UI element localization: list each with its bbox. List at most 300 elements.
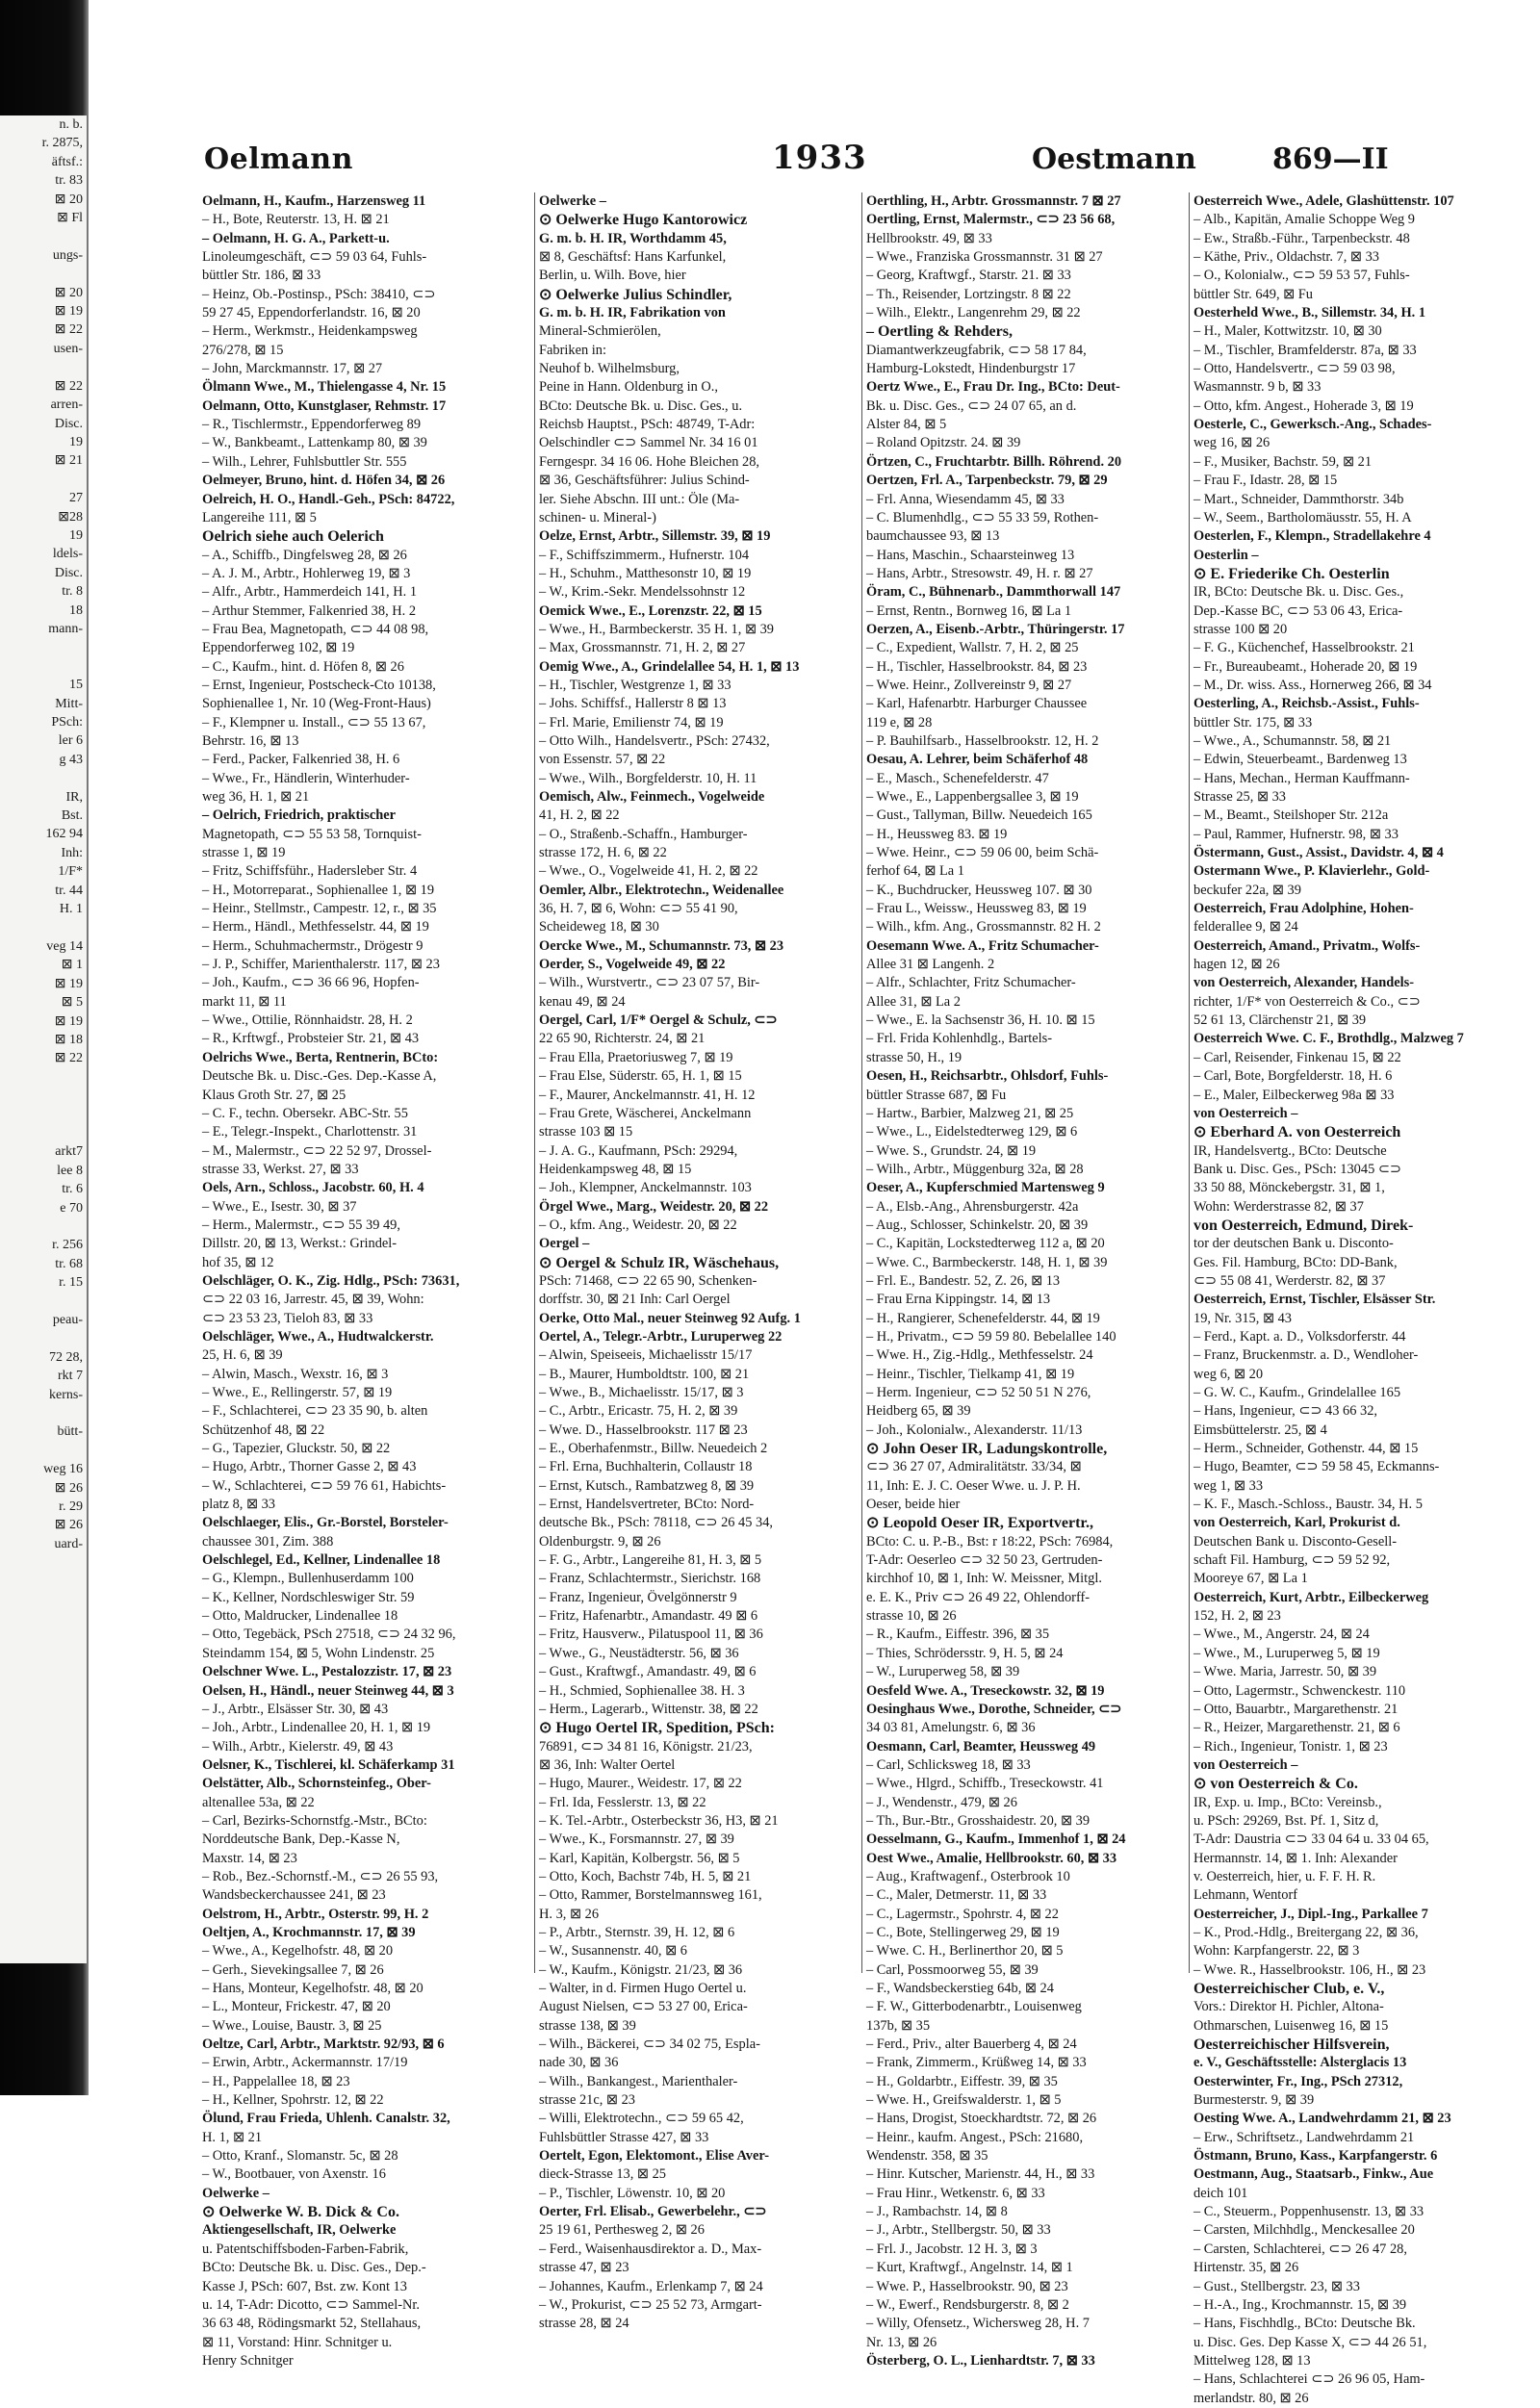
directory-entry: hof 35, ⊠ 12 (202, 1254, 274, 1270)
directory-entry: – W., Ewerf., Rendsburgerstr. 8, ⊠ 2 (866, 2296, 1069, 2313)
directory-entry: Lehmann, Wentorf (1194, 1887, 1298, 1904)
directory-entry: ⊙ Oelwerke Hugo Kantorowicz (539, 212, 748, 229)
directory-entry: – Wwe. Heinr., Zollvereinstr 9, ⊠ 27 (866, 677, 1072, 693)
directory-entry: – Hinr. Kutscher, Marienstr. 44, H., ⊠ 33 (866, 2166, 1095, 2183)
directory-entry: – K. F., Masch.-Schloss., Baustr. 34, H. 5 (1194, 1497, 1423, 1513)
bleed-line: ⊠ 18 (54, 1032, 83, 1047)
directory-entry: Oldenburgstr. 9, ⊠ 26 (539, 1533, 661, 1550)
directory-entry: Oest Wwe., Amalie, Hellbrookstr. 60, ⊠ 33 (866, 1850, 1117, 1866)
directory-entry: Oesterwinter, Fr., Ing., PSch 27312, (1194, 2073, 1403, 2089)
directory-entry: Peine in Hann. Oldenburg in O., (539, 379, 718, 396)
directory-entry: – C., Expedient, Wallstr. 7, H. 2, ⊠ 25 (866, 640, 1079, 656)
directory-entry: Behrstr. 16, ⊠ 13 (202, 732, 299, 749)
directory-entry: v. Oesterreich, hier, u. F. F. H. R. (1194, 1868, 1376, 1884)
directory-entry: Alster 84, ⊠ 5 (866, 417, 947, 433)
directory-entry: – C., Lagermstr., Spohrstr. 4, ⊠ 22 (866, 1906, 1059, 1922)
bleed-line: ungs- (52, 247, 83, 263)
directory-entry: – Wilh., Elektr., Langenrehm 29, ⊠ 22 (866, 305, 1081, 321)
directory-entry: Oertling, Ernst, Malermstr., ⊂⊃ 23 56 68, (866, 212, 1116, 228)
directory-entry: – Oertling & Rehders, (866, 323, 1013, 341)
bleed-line (0, 471, 87, 489)
bleed-line: IR, (65, 789, 83, 805)
bleed-line: uard- (54, 1536, 83, 1551)
column-4 (1194, 192, 1503, 2406)
directory-entry: u. PSch: 29269, Bst. Pf. 1, Sitz d, (1194, 1812, 1379, 1829)
directory-entry: – Otto, Tegebäck, PSch 27518, ⊂⊃ 24 32 96, (202, 1627, 456, 1643)
directory-entry: – Roland Opitzstr. 24. ⊠ 39 (866, 435, 1021, 451)
directory-entry: T-Adr: Oeserleo ⊂⊃ 32 50 23, Gertruden- (866, 1552, 1103, 1569)
bleed-line (0, 1068, 87, 1087)
directory-entry: – R., Krftwgf., Probsteier Str. 21, ⊠ 43 (202, 1031, 420, 1047)
directory-entry: ⊙ Oelwerke Julius Schindler, (539, 286, 732, 303)
directory-entry: – Franz, Schlachtermstr., Sierichstr. 168 (539, 1571, 761, 1587)
directory-entry: – H., Pappelallee 18, ⊠ 23 (202, 2073, 350, 2089)
directory-entry: – E., Masch., Schenefelderstr. 47 (866, 770, 1049, 786)
directory-entry: – Frl. Marie, Emilienstr 74, ⊠ 19 (539, 714, 724, 730)
directory-entry: – Herm., Werkmstr., Heidenkampsweg (202, 323, 418, 340)
directory-entry: Allee 31 ⊠ Langenh. 2 (866, 957, 995, 973)
bleed-line: ⊠ 21 (54, 453, 83, 469)
directory-entry: ⊂⊃ 23 53 23, Tieloh 83, ⊠ 33 (202, 1310, 373, 1326)
directory-entry: BCto: Deutsche Bk. u. Disc. Ges., Dep.- (202, 2260, 426, 2276)
directory-entry: – Joh., Kaufm., ⊂⊃ 36 66 96, Hopfen- (202, 975, 420, 991)
directory-entry: – Wwe., Fr., Händlerin, Winterhuder- (202, 770, 410, 786)
directory-entry: 34 03 81, Amelungstr. 6, ⊠ 36 (866, 1720, 1036, 1736)
directory-entry: Fabriken in: (539, 342, 606, 358)
directory-entry: – Wilh., Lehrer, Fuhlsbuttler Str. 555 (202, 453, 407, 470)
directory-entry: deich 101 (1194, 2185, 1248, 2201)
directory-entry: 11, Inh: E. J. C. Oeser Wwe. u. J. P. H. (866, 1477, 1081, 1494)
directory-entry: Oeser, A., Kupferschmied Martensweg 9 (866, 1180, 1105, 1196)
page-number: 869—II (1272, 142, 1389, 176)
bleed-line: 72 28, (49, 1349, 83, 1365)
directory-entry: ⊠ 36, Inh: Walter Oertel (539, 1756, 676, 1773)
directory-entry: – Johs. Schiffsf., Hallerstr 8 ⊠ 13 (539, 696, 727, 712)
bleed-line: bütt- (57, 1424, 83, 1440)
directory-entry: weg 1, ⊠ 33 (1194, 1477, 1264, 1494)
directory-entry: Oergel, Carl, 1/F* Oergel & Schulz, ⊂⊃ (539, 1012, 778, 1029)
bleed-line: r. 2875, (41, 136, 83, 151)
directory-entry: – Erwin, Arbtr., Ackermannstr. 17/19 (202, 2055, 408, 2071)
directory-entry: – Oelmann, H. G. A., Parkett-u. (202, 230, 390, 246)
directory-entry: Magnetopath, ⊂⊃ 55 53 58, Tornquist- (202, 826, 422, 842)
directory-entry: BCto: Deutsche Bk. u. Disc. Ges., u. (539, 397, 743, 414)
directory-entry: – Frau L., Weissw., Heussweg 83, ⊠ 19 (866, 901, 1087, 917)
directory-entry: Örgel Wwe., Marg., Weidestr. 20, ⊠ 22 (539, 1198, 769, 1215)
directory-entry: – Aug., Schlosser, Schinkelstr. 20, ⊠ 39 (866, 1217, 1089, 1233)
bleed-line: ⊠ 20 (54, 192, 83, 207)
directory-entry: – Wwe., Ottilie, Rönnhaidstr. 28, H. 2 (202, 1012, 413, 1029)
directory-entry: Oestmann, Aug., Staatsarb., Finkw., Aue (1194, 2166, 1434, 2183)
directory-entry: Oeltze, Carl, Arbtr., Marktstr. 92/93, ⊠ 6 (202, 2037, 445, 2053)
directory-columns (202, 192, 1464, 2406)
directory-entry: – Ernst, Ingenieur, Postscheck-Cto 10138, (202, 677, 436, 693)
directory-entry: – Wwe., G., Neustädterstr. 56, ⊠ 36 (539, 1645, 739, 1661)
directory-entry: ⊙ Oelwerke W. B. Dick & Co. (202, 2204, 399, 2221)
directory-entry: – Wwe. H., Zig.-Hdlg., Methfesselstr. 24 (866, 1347, 1093, 1364)
directory-entry: schinen- u. Mineral-) (539, 509, 656, 525)
directory-entry: Oeser, beide hier (866, 1497, 961, 1513)
bleed-line (0, 265, 87, 283)
directory-entry: – Wwe., A., Schumannstr. 58, ⊠ 21 (1194, 732, 1392, 749)
directory-entry: markt 11, ⊠ 11 (202, 993, 287, 1010)
directory-entry: – O., Straßenb.-Schaffn., Hamburger- (539, 826, 748, 842)
directory-entry: – C., Kapitän, Lockstedterweg 112 a, ⊠ 20 (866, 1236, 1105, 1252)
directory-entry: – Frau Erna Kippingstr. 14, ⊠ 13 (866, 1292, 1051, 1308)
directory-entry: büttler Str. 186, ⊠ 33 (202, 268, 321, 284)
directory-entry: ⊠ 8, Geschäftsf: Hans Karfunkel, (539, 249, 727, 266)
directory-entry: – W., Susannenstr. 40, ⊠ 6 (539, 1943, 687, 1960)
column-divider (534, 192, 535, 1973)
directory-entry: – R., Kaufm., Eiffestr. 396, ⊠ 35 (866, 1627, 1050, 1643)
directory-entry: – Wwe. C., Barmbeckerstr. 148, H. 1, ⊠ 39 (866, 1254, 1108, 1270)
directory-entry: – Hans, Arbtr., Stresowstr. 49, H. r. ⊠ 27 (866, 565, 1093, 581)
directory-entry: – Herm., Malermstr., ⊂⊃ 55 39 49, (202, 1217, 400, 1233)
directory-entry: – Karl, Hafenarbtr. Harburger Chaussee (866, 696, 1088, 712)
bleed-line: ⊠ Fl (57, 211, 83, 226)
directory-entry: Oergel – (539, 1236, 590, 1252)
directory-entry: – Wwe., A., Kegelhofstr. 48, ⊠ 20 (202, 1943, 394, 1960)
directory-entry: von Oesterreich – (1194, 1756, 1298, 1773)
directory-entry: – Franz, Ingenieur, Övelgönnerstr 9 (539, 1589, 737, 1605)
directory-entry: – Johannes, Kaufm., Erlenkamp 7, ⊠ 24 (539, 2278, 763, 2294)
bleed-line: 19 (69, 527, 83, 543)
directory-entry: – H.-A., Ing., Krochmannstr. 15, ⊠ 39 (1194, 2296, 1407, 2313)
directory-entry: – Wwe., E. la Sachsenstr 36, H. 10. ⊠ 15 (866, 1012, 1095, 1029)
directory-entry: Aktiengesellschaft, IR, Oelwerke (202, 2222, 397, 2239)
directory-entry: – Fritz, Hafenarbtr., Amandastr. 49 ⊠ 6 (539, 1608, 758, 1625)
directory-entry: Oesen, H., Reichsarbtr., Ohlsdorf, Fuhls- (866, 1068, 1109, 1085)
directory-entry: – W., Kaufm., Königstr. 21/23, ⊠ 36 (539, 1961, 743, 1978)
directory-entry: – Wwe., O., Vogelweide 41, H. 2, ⊠ 22 (539, 863, 758, 880)
directory-entry: G. m. b. H. IR, Worthdamm 45, (539, 230, 727, 246)
directory-entry: – J., Arbtr., Stellbergstr. 50, ⊠ 33 (866, 2222, 1051, 2239)
directory-entry: – Otto, Kranf., Slomanstr. 5c, ⊠ 28 (202, 2148, 398, 2165)
directory-entry: Wendenstr. 358, ⊠ 35 (866, 2148, 988, 2165)
directory-entry: – Wilh., kfm. Ang., Grossmannstr. 82 H. 2 (866, 919, 1101, 935)
directory-entry: Oelstrom, H., Arbtr., Osterstr. 99, H. 2 (202, 1906, 429, 1922)
directory-entry: Oelsner, K., Tischlerei, kl. Schäferkamp 31 (202, 1756, 455, 1773)
directory-entry: Oesmann, Carl, Beamter, Heussweg 49 (866, 1738, 1096, 1755)
directory-entry: – Fritz, Hausverw., Pilatuspool 11, ⊠ 36 (539, 1627, 763, 1643)
directory-entry: – Frl. Frida Kohlenhdlg., Bartels- (866, 1031, 1053, 1047)
directory-entry: Bk. u. Disc. Ges., ⊂⊃ 24 07 65, an d. (866, 397, 1077, 414)
bleed-line (0, 1293, 87, 1311)
directory-entry: – C., Kaufm., hint. d. Höfen 8, ⊠ 26 (202, 658, 404, 675)
directory-entry: Ferngespr. 34 16 06. Hohe Bleichen 28, (539, 453, 760, 470)
directory-entry: Oesterreich, Amand., Privatm., Wolfs- (1194, 937, 1421, 954)
directory-entry: Ges. Fil. Hamburg, BCto: DD-Bank, (1194, 1254, 1398, 1270)
directory-entry: – Wwe., Franziska Grossmannstr. 31 ⊠ 27 (866, 249, 1103, 266)
directory-entry: – Wwe., E., Lappenbergsallee 3, ⊠ 19 (866, 789, 1079, 805)
directory-entry: – R., Tischlermstr., Eppendorferweg 89 (202, 417, 422, 433)
directory-entry: 36 63 48, Rödingsmarkt 52, Stellahaus, (202, 2316, 422, 2332)
directory-entry: – P., Tischler, Löwenstr. 10, ⊠ 20 (539, 2185, 726, 2201)
directory-entry: Dep.-Kasse BC, ⊂⊃ 53 06 43, Erica- (1194, 602, 1403, 619)
directory-entry: Mittelweg 128, ⊠ 13 (1194, 2352, 1311, 2369)
directory-entry: 33 50 88, Mönckebergstr. 31, ⊠ 1, (1194, 1180, 1385, 1196)
directory-entry: – H., Goldarbtr., Eiffestr. 39, ⊠ 35 (866, 2073, 1058, 2089)
directory-entry: Oemig Wwe., A., Grindelallee 54, H. 1, ⊠ 13 (539, 658, 800, 675)
header-first-entry: Oelmann (204, 142, 353, 176)
directory-entry: Oesterreichischer Hilfsverein, (1194, 2037, 1390, 2054)
bleed-line: ⊠ 19 (54, 1013, 83, 1029)
directory-entry: platz 8, ⊠ 33 (202, 1497, 276, 1513)
directory-entry: – J., Wendenstr., 479, ⊠ 26 (866, 1794, 1017, 1810)
bleed-line: 19 (69, 434, 83, 449)
directory-entry: ⊠ 11, Vorstand: Hinr. Schnitger u. (202, 2334, 393, 2350)
directory-entry: Scheideweg 18, ⊠ 30 (539, 919, 659, 935)
directory-entry: Oesterle, C., Gewerksch.-Ang., Schades- (1194, 417, 1432, 433)
directory-entry: T-Adr: Daustria ⊂⊃ 33 04 64 u. 33 04 65, (1194, 1832, 1429, 1848)
directory-entry: – W., Bootbauer, von Axenstr. 16 (202, 2166, 386, 2183)
directory-entry: Oesterreich Wwe. C. F., Brothdlg., Malzweg 7 (1194, 1031, 1464, 1047)
column-3 (866, 192, 1184, 2369)
bleed-line: mann- (48, 621, 83, 636)
directory-entry: 76891, ⊂⊃ 34 81 16, Königstr. 21/23, (539, 1738, 753, 1755)
directory-entry: – Paul, Rammer, Hufnerstr. 98, ⊠ 33 (1194, 826, 1399, 842)
directory-entry: weg 36, H. 1, ⊠ 21 (202, 789, 310, 805)
directory-entry: – Ernst, Handelsvertreter, BCto: Nord- (539, 1497, 755, 1513)
directory-entry: Ostermann Wwe., P. Klavierlehr., Gold- (1194, 863, 1430, 880)
directory-entry: – Wwe., M., Luruperweg 5, ⊠ 19 (1194, 1645, 1380, 1661)
directory-entry: – F., Klempner u. Install., ⊂⊃ 55 13 67, (202, 714, 426, 730)
directory-entry: – H., Motorreparat., Sophienallee 1, ⊠ 19 (202, 882, 435, 898)
directory-entry: Oertz Wwe., E., Frau Dr. Ing., BCto: Deut- (866, 379, 1120, 396)
bleed-line: lee 8 (57, 1163, 83, 1178)
directory-entry: – Carl, Bote, Borgfelderstr. 18, H. 6 (1194, 1068, 1393, 1085)
bleed-line: ⊠ 22 (54, 1051, 83, 1066)
directory-entry: – Wwe. D., Hasselbrookstr. 117 ⊠ 23 (539, 1422, 748, 1438)
directory-entry: Oertelt, Egon, Elektomont., Elise Aver- (539, 2148, 770, 2165)
directory-entry: – Alfr., Arbtr., Hammerdeich 141, H. 1 (202, 584, 418, 601)
directory-entry: Oesterreich, Frau Adolphine, Hohen- (1194, 901, 1414, 917)
directory-entry: Oelschindler ⊂⊃ Sammel Nr. 34 16 01 (539, 435, 758, 451)
directory-entry: – Wwe. S., Grundstr. 24, ⊠ 19 (866, 1142, 1037, 1159)
bleed-line (0, 227, 87, 245)
directory-entry: 152, H. 2, ⊠ 23 (1194, 1608, 1281, 1625)
directory-entry: Oesterlen, F., Klempn., Stradellakehre 4 (1194, 528, 1431, 545)
directory-entry: – Wwe. Heinr., ⊂⊃ 59 06 00, beim Schä- (866, 845, 1099, 861)
directory-entry: – Franz, Bruckenmstr. a. D., Wendloher- (1194, 1347, 1419, 1364)
bleed-line (0, 1404, 87, 1422)
directory-entry: – Gust., Tallyman, Billw. Neuedeich 165 (866, 807, 1092, 824)
directory-entry: Langereihe 111, ⊠ 5 (202, 509, 317, 525)
directory-entry: – C. F., techn. Obersekr. ABC-Str. 55 (202, 1105, 408, 1121)
directory-entry: – Wwe., L., Eidelstedterweg 129, ⊠ 6 (866, 1124, 1078, 1140)
directory-entry: Österberg, O. L., Lienhardtstr. 7, ⊠ 33 (866, 2352, 1095, 2369)
directory-entry: – Frau Hinr., Wetkenstr. 6, ⊠ 33 (866, 2185, 1045, 2201)
directory-entry: Oesterreichischer Club, e. V., (1194, 1981, 1385, 1997)
directory-entry: – L., Monteur, Frickestr. 47, ⊠ 20 (202, 1999, 391, 2015)
directory-entry: strasse 50, H., 19 (866, 1049, 962, 1065)
scan-margin-top (0, 0, 1540, 48)
directory-entry: – Th., Reisender, Lortzingstr. 8 ⊠ 22 (866, 286, 1071, 302)
directory-entry: – Ferd., Packer, Falkenried 38, H. 6 (202, 752, 400, 768)
bleed-line: ⊠ 1 (61, 958, 83, 973)
directory-entry: Ölund, Frau Frieda, Uhlenh. Canalstr. 32, (202, 2111, 450, 2127)
directory-entry: – Erw., Schriftsetz., Landwehrdamm 21 (1194, 2129, 1415, 2145)
bleed-line: äftsf.: (51, 154, 83, 169)
directory-entry: Bank u. Disc. Ges., PSch: 13045 ⊂⊃ (1194, 1161, 1401, 1177)
directory-entry: deutsche Bk., PSch: 78118, ⊂⊃ 26 45 34, (539, 1515, 774, 1531)
directory-entry: – Joh., Arbtr., Lindenallee 20, H. 1, ⊠ 19 (202, 1720, 431, 1736)
directory-entry: – Alfr., Schlachter, Fritz Schumacher- (866, 975, 1076, 991)
directory-entry: Oels, Arn., Schloss., Jacobstr. 60, H. 4 (202, 1180, 424, 1196)
directory-entry: – Heinr., Tischler, Tielkamp 41, ⊠ 19 (866, 1366, 1075, 1382)
adjacent-page-bleed (0, 115, 87, 1963)
directory-entry: Oemler, Albr., Elektrotechn., Weidenallee (539, 882, 784, 898)
directory-entry: Oerthling, H., Arbtr. Grossmannstr. 7 ⊠ 27 (866, 193, 1121, 209)
directory-entry: – Gust., Stellbergstr. 23, ⊠ 33 (1194, 2278, 1360, 2294)
bleed-line: ⊠28 (58, 509, 83, 525)
directory-entry: – Wilh., Arbtr., Kielerstr. 49, ⊠ 43 (202, 1738, 394, 1755)
directory-entry: – W., Luruperweg 58, ⊠ 39 (866, 1664, 1020, 1680)
directory-entry: Oesterreich, Kurt, Arbtr., Eilbeckerweg (1194, 1589, 1429, 1605)
directory-entry: – Heinr., Stellmstr., Campestr. 12, r., ⊠ 35 (202, 901, 437, 917)
directory-entry: – H., Rangierer, Schenefelderstr. 44, ⊠ 19 (866, 1310, 1100, 1326)
directory-entry: dieck-Strasse 13, ⊠ 25 (539, 2166, 666, 2183)
directory-entry: – Herm., Schuhmachermstr., Drögestr 9 (202, 937, 424, 954)
directory-entry: – Otto, Koch, Bachstr 74b, H. 5, ⊠ 21 (539, 1868, 752, 1884)
directory-entry: Deutsche Bk. u. Disc.-Ges. Dep.-Kasse A, (202, 1068, 437, 1085)
bleed-line (0, 769, 87, 787)
directory-entry: kirchhof 10, ⊠ 1, Inh: W. Meissner, Mitgl. (866, 1571, 1102, 1587)
directory-entry: – Hans, Fischhdlg., BCto: Deutsche Bk. (1194, 2316, 1416, 2332)
bleed-line: ldels- (52, 547, 83, 562)
bleed-line (0, 358, 87, 376)
directory-entry: strasse 21c, ⊠ 23 (539, 2092, 635, 2109)
directory-entry: Hellbrookstr. 49, ⊠ 33 (866, 230, 992, 246)
directory-entry: Oesting Wwe. A., Landwehrdamm 21, ⊠ 23 (1194, 2111, 1451, 2127)
directory-entry: Wandsbeckerchaussee 241, ⊠ 23 (202, 1887, 386, 1904)
bleed-line: arkt7 (55, 1144, 83, 1160)
directory-entry: – C., Arbtr., Ericastr. 75, H. 2, ⊠ 39 (539, 1403, 738, 1420)
directory-entry: – C., Steuerm., Poppenhusenstr. 13, ⊠ 33 (1194, 2204, 1424, 2220)
directory-entry: – G. W. C., Kaufm., Grindelallee 165 (1194, 1385, 1401, 1400)
directory-entry: – Wilh., Arbtr., Müggenburg 32a, ⊠ 28 (866, 1161, 1084, 1177)
directory-entry: – Frank, Zimmerm., Krüßweg 14, ⊠ 33 (866, 2055, 1087, 2071)
directory-entry: strasse 100 ⊠ 20 (1194, 621, 1288, 637)
directory-entry: Oesemann Wwe. A., Fritz Schumacher- (866, 937, 1099, 954)
directory-entry: – G., Tapezier, Gluckstr. 50, ⊠ 22 (202, 1441, 391, 1457)
directory-entry: Oerder, S., Vogelweide 49, ⊠ 22 (539, 957, 726, 973)
directory-entry: – Willy, Ofensetz., Wichersweg 28, H. 7 (866, 2316, 1090, 2332)
directory-entry: H. 1, ⊠ 21 (202, 2129, 263, 2145)
header-last-entry: Oestmann (1032, 142, 1196, 176)
bleed-line: r. 256 (52, 1238, 83, 1253)
directory-entry: ⊙ Eberhard A. von Oesterreich (1194, 1124, 1401, 1141)
directory-entry: Heidberg 65, ⊠ 39 (866, 1403, 971, 1420)
directory-entry: – W., Prokurist, ⊂⊃ 25 52 73, Armgart- (539, 2296, 762, 2313)
directory-entry: – Kurt, Kraftwgf., Angelnstr. 14, ⊠ 1 (866, 2260, 1073, 2276)
directory-entry: Ölmann Wwe., M., Thielengasse 4, Nr. 15 (202, 379, 447, 396)
directory-entry: – Max, Grossmannstr. 71, H. 2, ⊠ 27 (539, 640, 746, 656)
directory-entry: Mineral-Schmierölen, (539, 323, 661, 340)
directory-entry: Oelze, Ernst, Arbtr., Sillemstr. 39, ⊠ 19 (539, 528, 771, 545)
directory-entry: Oelschläger, O. K., Zig. Hdlg., PSch: 73631, (202, 1272, 460, 1289)
directory-entry: – Ernst, Kutsch., Rambatzweg 8, ⊠ 39 (539, 1477, 755, 1494)
directory-entry: – A., Schiffb., Dingfelsweg 28, ⊠ 26 (202, 547, 407, 563)
bleed-line (0, 638, 87, 656)
directory-entry: büttler Strasse 687, ⊠ Fu (866, 1087, 1007, 1103)
bleed-line: 27 (69, 491, 83, 506)
directory-entry: – Fritz, Schiffsführ., Hadersleber Str. 4 (202, 863, 418, 880)
directory-entry: – Willi, Elektrotechn., ⊂⊃ 59 65 42, (539, 2111, 744, 2127)
directory-entry: – Herm. Ingenieur, ⊂⊃ 52 50 51 N 276, (866, 1385, 1091, 1400)
directory-entry: Oesfeld Wwe. A., Treseckowstr. 32, ⊠ 19 (866, 1682, 1105, 1699)
directory-entry: – Edwin, Steuerbeamt., Bardenweg 13 (1194, 752, 1407, 768)
directory-entry: strasse 103 ⊠ 15 (539, 1124, 633, 1140)
directory-entry: 25, H. 6, ⊠ 39 (202, 1347, 283, 1364)
directory-entry: felderallee 9, ⊠ 24 (1194, 919, 1298, 935)
bleed-line: tr. 8 (62, 584, 83, 600)
bleed-line: 162 94 (45, 827, 83, 842)
directory-entry: – F., Wandsbeckerstieg 64b, ⊠ 24 (866, 1981, 1054, 1996)
directory-entry: Othmarschen, Luisenweg 16, ⊠ 15 (1194, 2017, 1389, 2034)
directory-entry: – Wwe. H., Greifswalderstr. 1, ⊠ 5 (866, 2092, 1062, 2109)
directory-entry: – Hugo, Maurer., Weidestr. 17, ⊠ 22 (539, 1776, 742, 1792)
directory-entry: 22 65 90, Richterstr. 24, ⊠ 21 (539, 1031, 706, 1047)
directory-entry: – O., kfm. Ang., Weidestr. 20, ⊠ 22 (539, 1217, 737, 1233)
directory-entry: Wohn: Karpfangerstr. 22, ⊠ 3 (1194, 1943, 1360, 1960)
directory-entry: – F., Schlachterei, ⊂⊃ 23 35 90, b. alten (202, 1403, 428, 1420)
directory-entry: – Wilh., Bankangest., Marienthaler- (539, 2073, 738, 2089)
directory-entry: – Frl. Anna, Wiesendamm 45, ⊠ 33 (866, 491, 1065, 507)
directory-entry: Wohn: Werderstrasse 82, ⊠ 37 (1194, 1198, 1364, 1215)
directory-entry: Hamburg-Lokstedt, Hindenburgstr 17 (866, 361, 1076, 377)
directory-entry: Heidenkampsweg 48, ⊠ 15 (539, 1161, 692, 1177)
directory-entry: – A., Elsb.-Ang., Ahrensburgerstr. 42a (866, 1198, 1079, 1215)
directory-entry: – Wwe., Louise, Baustr. 3, ⊠ 25 (202, 2017, 382, 2034)
directory-entry: – Herm., Händl., Methfesselstr. 44, ⊠ 19 (202, 919, 429, 935)
directory-entry: – Wwe., Wilh., Borgfelderstr. 10, H. 11 (539, 770, 757, 786)
directory-entry: – B., Maurer, Humboldtstr. 100, ⊠ 21 (539, 1366, 750, 1382)
bleed-line: ⊠ 5 (61, 995, 83, 1011)
directory-entry: Strasse 25, ⊠ 33 (1194, 789, 1286, 805)
directory-entry: Oercke Wwe., M., Schumannstr. 73, ⊠ 23 (539, 937, 784, 954)
directory-entry: Schützenhof 48, ⊠ 22 (202, 1422, 325, 1438)
directory-entry: – Wwe. C. H., Berlinerthor 20, ⊠ 5 (866, 1943, 1064, 1960)
directory-entry: – Hans, Mechan., Herman Kauffmann- (1194, 770, 1410, 786)
directory-entry: – Rich., Ingenieur, Tonistr. 1, ⊠ 23 (1194, 1738, 1388, 1755)
directory-entry: e. E. K., Priv ⊂⊃ 26 49 22, Ohlendorff- (866, 1589, 1091, 1605)
bleed-line: ler 6 (58, 733, 83, 749)
directory-entry: – Hugo, Beamter, ⊂⊃ 59 58 45, Eckmanns- (1194, 1459, 1440, 1475)
directory-entry: 276/278, ⊠ 15 (202, 342, 284, 358)
directory-entry: – Frau Bea, Magnetopath, ⊂⊃ 44 08 98, (202, 621, 429, 637)
bleed-line: kerns- (49, 1387, 83, 1402)
directory-entry: PSch: 71468, ⊂⊃ 22 65 90, Schenken- (539, 1272, 757, 1289)
bleed-line: PSch: (51, 715, 83, 730)
directory-entry: – Otto, Rammer, Borstelmannsweg 161, (539, 1887, 762, 1904)
directory-entry: – H., Schuhm., Matthesonstr 10, ⊠ 19 (539, 565, 752, 581)
directory-entry: beckufer 22a, ⊠ 39 (1194, 882, 1301, 898)
directory-entry: Oerter, Frl. Elisab., Gewerbelehr., ⊂⊃ (539, 2204, 767, 2220)
directory-entry: – Heinz, Ob.-Postinsp., PSch: 38410, ⊂⊃ (202, 286, 436, 302)
directory-entry: – H., Maler, Kottwitzstr. 10, ⊠ 30 (1194, 323, 1382, 340)
directory-entry: Östermann, Gust., Assist., Davidstr. 4, ⊠ 4 (1194, 845, 1444, 861)
directory-entry: – Wilh., Bäckerei, ⊂⊃ 34 02 75, Espla- (539, 2037, 760, 2053)
directory-entry: Oertel, A., Telegr.-Arbtr., Luruperweg 22 (539, 1328, 783, 1345)
directory-entry: Berlin, u. Wilh. Bove, hier (539, 268, 686, 284)
bleed-line: arren- (50, 397, 83, 413)
directory-entry: – H., Tischler, Westgrenze 1, ⊠ 33 (539, 677, 732, 693)
bleed-line: Inh: (61, 845, 83, 860)
directory-entry: – F. W., Gitterbodenarbtr., Louisenweg (866, 1999, 1082, 2015)
directory-entry: IR, Handelsvertg., BCto: Deutsche (1194, 1142, 1387, 1159)
directory-entry: – C. Blumenhdlg., ⊂⊃ 55 33 59, Rothen- (866, 509, 1099, 525)
